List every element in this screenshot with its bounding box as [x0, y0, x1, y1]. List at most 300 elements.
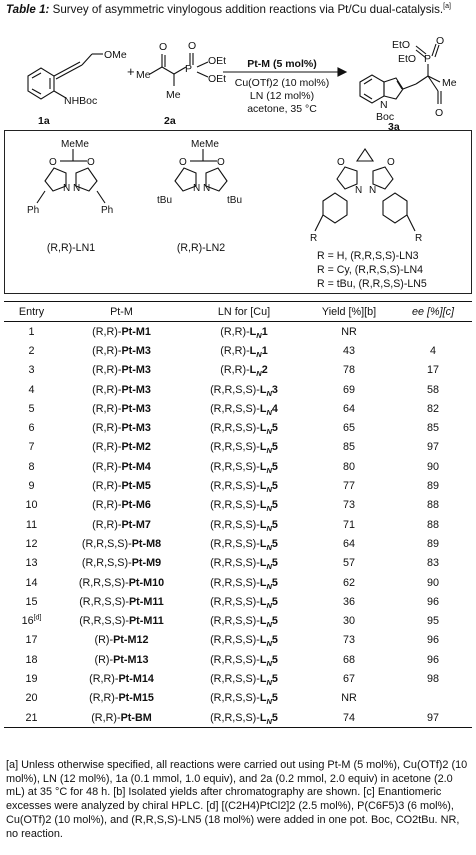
l2-atom-tbu-right: tBu [227, 195, 243, 206]
cell-ligand: $(R,R,S,S)-L_N5$ [184, 708, 304, 728]
l1-atom-me-1: Me [61, 139, 75, 150]
ligand-l4-line: R = Cy, (R,R,S,S)-LN4 [317, 264, 424, 276]
cell-ee: 98 [426, 672, 439, 685]
entry-number: 14 [25, 576, 38, 589]
cell-ligand: $(R,R,S,S)-L_N5$ [210, 692, 278, 707]
ligand-config: (R,R,S,S)- [210, 499, 260, 512]
table-footnotes [6, 759, 470, 841]
cell-entry [4, 476, 59, 495]
cell-yield: NR [341, 692, 357, 705]
table-row [4, 592, 472, 611]
atom-n-3a: N [380, 99, 388, 111]
condition-cu: Cu(OTf)2 (10 mol%) [234, 77, 330, 89]
table-row [4, 669, 472, 688]
header-ligand: LN for [Cu] [184, 302, 304, 322]
cell-pt-catalyst [59, 496, 184, 515]
cell-yield: 73 [342, 499, 355, 512]
cell-yield: 36 [342, 595, 355, 608]
table-row [4, 515, 472, 534]
entry-number: 19 [25, 672, 38, 685]
ligand-config: (R,R,S,S)- [210, 634, 260, 647]
cell-entry [4, 322, 59, 342]
l1-atom-o-left: O [49, 157, 57, 168]
cell-ligand: $(R,R,S,S)-L_N3$ [210, 383, 278, 398]
catalyst-config: (R,R)- [92, 460, 122, 473]
entry-number: 17 [25, 634, 38, 647]
cell-entry [4, 418, 59, 437]
cell-pt-catalyst [59, 438, 184, 457]
cell-pt-catalyst [59, 592, 184, 611]
catalyst-config: (R,R)- [92, 499, 122, 512]
ligand-config: (R,R,S,S)- [210, 595, 260, 608]
caption-text: Survey of asymmetric vinylogous addition reactions via Pt/Cu dual-catalysis. [52, 3, 444, 16]
catalyst-name: Pt-M6 [121, 499, 151, 512]
cell-ligand: $(R,R)-L_N1$ [220, 344, 268, 360]
ligand-number: 5 [271, 480, 278, 493]
catalyst-config: (R,R)- [92, 325, 122, 338]
catalyst-name: Pt-M2 [121, 441, 151, 454]
ligand-number: 5 [271, 537, 278, 550]
cell-entry [4, 399, 59, 418]
entry-number: 20 [25, 692, 38, 705]
cell-ee: 89 [426, 537, 439, 550]
catalyst-config: (R,R)- [92, 383, 122, 396]
results-table [4, 301, 472, 728]
cell-entry [4, 496, 59, 515]
table-row [4, 534, 472, 553]
l1-atom-ph-left: Ph [27, 205, 40, 216]
cell-pt-catalyst [59, 650, 184, 669]
cell-entry [4, 592, 59, 611]
cell-ligand: $(R,R,S,S)-L_N5$ [210, 499, 278, 514]
cell-pt-catalyst [59, 341, 184, 360]
entry-number: 3 [28, 364, 35, 377]
l1-atom-ph-right: Ph [101, 205, 114, 216]
atom-eto: EtO [392, 39, 411, 51]
cell-entry [4, 631, 59, 650]
atom-p-3a: P [424, 53, 432, 65]
catalyst-config: (R,R,S,S)- [81, 557, 132, 570]
ligand-number: 5 [271, 576, 278, 589]
cell-ligand: $(R,R,S,S)-L_N5$ [210, 576, 278, 591]
cell-entry [4, 611, 59, 630]
cell-ee: 17 [426, 364, 439, 377]
cell-ee: 97 [394, 708, 472, 728]
cell-entry [4, 457, 59, 476]
cell-yield: 64 [342, 537, 355, 550]
atom-o-ketone-3a: O [435, 107, 444, 119]
cell-ligand: $(R,R,S,S)-L_N5$ [210, 615, 278, 630]
table-row [4, 689, 472, 708]
catalyst-name: Pt-M7 [121, 518, 151, 531]
catalyst-name: Pt-M14 [118, 672, 154, 685]
ligand-number: 5 [271, 711, 278, 724]
cell-ligand: $(R,R,S,S)-L_N5$ [210, 672, 278, 688]
table-row [4, 708, 472, 728]
cell-pt-catalyst [59, 418, 184, 437]
ligand-number: 5 [271, 422, 278, 435]
table-row [4, 457, 472, 476]
table-row [4, 554, 472, 573]
cell-pt-catalyst [59, 611, 184, 630]
cell-yield: 78 [342, 364, 355, 377]
entry-number: 21 [25, 711, 38, 724]
ligand-number: 5 [271, 634, 278, 647]
ligand-config: (R,R,S,S)- [210, 422, 260, 435]
cell-ligand: $(R,R,S,S)-L_N5$ [210, 557, 278, 572]
footnote-b: [b] Isolated yields after chromatography are shown. [113, 786, 361, 799]
cell-pt-catalyst [59, 708, 184, 728]
entry-number: 8 [28, 460, 35, 473]
cell-yield: 62 [342, 576, 355, 589]
substrate-2a-label: 2a [164, 115, 176, 127]
ligand-number: 4 [271, 402, 278, 415]
catalyst-name: Pt-M1 [121, 325, 151, 338]
condition-pt: Pt-M (5 mol%) [247, 58, 317, 70]
cell-ee: 88 [426, 499, 439, 512]
ligand-config: (R,R,S,S)- [210, 615, 260, 628]
cell-yield: 69 [342, 383, 355, 396]
ligand-config: (R,R,S,S)- [210, 383, 260, 396]
substrate-1a-label: 1a [38, 115, 50, 127]
cell-ligand: $(R,R)-L_N2$ [220, 364, 268, 379]
catalyst-config: (R,R)- [92, 402, 122, 415]
catalyst-config: (R,R,S,S)- [81, 537, 132, 550]
cell-pt-catalyst [59, 476, 184, 495]
cell-entry [4, 554, 59, 573]
l3-atom-n-left: N [355, 185, 363, 196]
table-row [4, 361, 472, 380]
catalyst-config: (R,R)- [92, 364, 122, 377]
catalyst-config: (R,R,S,S)- [79, 615, 129, 628]
cell-entry [4, 438, 59, 457]
table-body [4, 322, 472, 728]
ligand-number: 1 [261, 344, 268, 357]
l3-atom-r-left: R [310, 233, 318, 244]
cell-entry [4, 341, 59, 360]
ligand-l2-name: (R,R)-LN2 [176, 242, 226, 254]
catalyst-name: Pt-M13 [113, 653, 149, 666]
ligand-l1-name: (R,R)-LN1 [46, 242, 96, 254]
table-row [4, 418, 472, 437]
cell-ee [394, 689, 472, 708]
l2-atom-me-2: Me [205, 139, 219, 150]
catalyst-name: Pt-M3 [121, 344, 151, 357]
catalyst-name: Pt-M3 [121, 422, 151, 435]
l3-atom-n-right: N [369, 185, 377, 196]
cell-ee: 58 [426, 383, 439, 396]
reaction-scheme [0, 36, 476, 130]
cell-yield: 73 [342, 634, 355, 647]
catalyst-name: Pt-M3 [121, 364, 151, 377]
footnote-c: [c] Enantiomeric excesses were analyzed by chiral HPLC. [6, 786, 442, 813]
ligand-config: (R,R,S,S)- [210, 441, 260, 454]
ligand-config: (R,R,S,S)- [210, 576, 260, 589]
catalyst-name: Pt-M3 [121, 402, 151, 415]
cell-ee: 82 [426, 402, 439, 415]
atom-o-3a: O [436, 36, 445, 47]
cell-yield: 85 [342, 441, 355, 454]
catalyst-name: Pt-BM [120, 711, 152, 724]
cell-yield: 67 [342, 672, 355, 685]
l1-atom-n-right: N [73, 183, 81, 194]
entry-number: 16 [21, 615, 34, 628]
catalyst-name: Pt-M12 [113, 634, 149, 647]
l1-atom-o-right: O [87, 157, 95, 168]
ligand-number: 5 [271, 557, 278, 570]
footnote-a: [a] Unless otherwise specified, all reactions were carried out using Pt-M (5 mol%), Cu(OTf)2 (10 mol%), LN (12 mol%), 1a (0.1 mmol, 1.0 equiv), and 2a (0.2 mmol, 2.0 equiv) in acetone (2.0 mL) at 35 °C for 48 h. [6, 759, 468, 799]
cell-yield: 43 [342, 344, 355, 357]
entry-number: 1 [28, 325, 35, 338]
product-3a-label: 3a [388, 121, 400, 130]
atom-p-2a: P [185, 63, 193, 75]
ligand-config: (R,R,S,S)- [210, 537, 260, 550]
table-row [4, 341, 472, 360]
entry-number: 9 [28, 480, 35, 493]
cell-ligand: $(R,R,S,S)-L_N5$ [210, 595, 278, 610]
header-ee: ee [%][c] [394, 302, 472, 322]
catalyst-config: (R)- [94, 653, 114, 666]
header-entry: Entry [4, 302, 59, 322]
l1-atom-n-left: N [63, 183, 71, 194]
cell-ee: 96 [426, 653, 439, 666]
table-row [4, 399, 472, 418]
catalyst-name: Pt-M4 [121, 460, 151, 473]
catalyst-config: (R,R)- [92, 480, 122, 493]
catalyst-name: Pt-M15 [118, 692, 154, 705]
catalyst-name: Pt-M11 [128, 615, 164, 628]
cell-entry [4, 380, 59, 399]
cell-entry [4, 361, 59, 380]
cell-ee: 90 [426, 460, 439, 473]
entry-number: 6 [28, 422, 35, 435]
cell-ee: 88 [426, 518, 439, 531]
ligand-number: 3 [271, 383, 278, 396]
cell-ee: 90 [426, 576, 439, 589]
catalyst-name: Pt-M8 [131, 537, 162, 550]
ligand-number: 5 [271, 692, 278, 705]
cell-yield: 64 [342, 402, 355, 415]
l3-atom-o-left: O [337, 157, 345, 168]
catalyst-config: (R,R)- [89, 692, 119, 705]
ligand-number: 2 [261, 364, 268, 377]
ligand-config: (R,R,S,S)- [210, 653, 260, 666]
atom-me-2a: Me [136, 69, 151, 81]
cell-ligand: $(R,R,S,S)-L_N5$ [210, 480, 278, 495]
table-row [4, 380, 472, 399]
catalyst-name: Pt-M3 [121, 383, 151, 396]
cell-yield: 57 [342, 557, 355, 570]
entry-number: 10 [25, 499, 38, 512]
ligand-config: (R,R,S,S)- [210, 557, 260, 570]
cell-entry [4, 669, 59, 688]
cell-yield: 65 [342, 422, 355, 435]
entry-number: 4 [28, 383, 35, 396]
l3-atom-o-right: O [387, 157, 395, 168]
cell-pt-catalyst [59, 380, 184, 399]
ligand-number: 5 [271, 441, 278, 454]
catalyst-config: (R,R)- [89, 672, 119, 685]
ligand-number: 5 [271, 460, 278, 473]
cell-ligand: $(R,R,S,S)-L_N5$ [210, 460, 278, 475]
cell-ligand: $(R,R,S,S)-L_N5$ [210, 422, 278, 437]
cell-yield: 30 [342, 615, 355, 628]
ligand-panel [4, 130, 472, 294]
cell-pt-catalyst [59, 669, 184, 688]
cell-pt-catalyst [59, 399, 184, 418]
entry-number: 2 [28, 344, 35, 357]
cell-pt-catalyst [59, 554, 184, 573]
caption-footnote-mark: [a] [443, 3, 451, 11]
entry-number: 12 [25, 537, 38, 550]
catalyst-name: Pt-M9 [131, 557, 162, 570]
l1-atom-me-2: Me [75, 139, 89, 150]
cell-entry [4, 708, 59, 728]
cell-ee: 83 [426, 557, 439, 570]
cell-ee [394, 322, 472, 342]
catalyst-name: Pt-M10 [128, 576, 165, 589]
entry-number: 13 [25, 557, 38, 570]
cell-entry [4, 689, 59, 708]
plus-sign: + [127, 64, 135, 79]
atom-boc-3a: Boc [376, 111, 395, 123]
ligand-l3-line: R = H, (R,R,S,S)-LN3 [317, 250, 419, 262]
cell-ee: 89 [426, 480, 439, 493]
cell-ligand: $(R,R,S,S)-L_N5$ [210, 441, 278, 456]
catalyst-config: (R,R)- [92, 344, 122, 357]
ligand-config: (R,R,S,S)- [210, 460, 260, 473]
table-row [4, 611, 472, 630]
cell-ee: 95 [426, 615, 439, 628]
ligand-config: (R,R,S,S)- [210, 402, 260, 415]
ligand-config: (R,R,S,S)- [210, 711, 260, 724]
ligand-number: 5 [271, 518, 278, 531]
table-row [4, 476, 472, 495]
footnote-abbreviations: Boc, CO2tBu. NR, no reaction. [6, 813, 460, 840]
ligand-config: (R,R,S,S)- [210, 518, 260, 531]
cell-ee: 85 [426, 422, 439, 435]
ligand-config: (R,R,S,S)- [210, 672, 260, 685]
table-row [4, 650, 472, 669]
entry-number: 7 [28, 441, 35, 454]
cell-ligand: $(R,R,S,S)-L_N5$ [210, 653, 278, 668]
catalyst-name: Pt-M11 [128, 595, 164, 608]
ligand-config: (R,R)- [220, 325, 250, 338]
entry-footnote-mark: [d] [33, 614, 42, 622]
ligand-config: (R,R)- [220, 364, 250, 377]
cell-yield: 74 [304, 708, 394, 728]
cell-pt-catalyst [59, 322, 184, 342]
table-number: Table 1: [6, 3, 50, 16]
cell-ligand: $(R,R,S,S)-L_N4$ [210, 402, 278, 417]
l2-atom-o-left: O [179, 157, 187, 168]
l2-atom-me-1: Me [191, 139, 205, 150]
cell-pt-catalyst [59, 534, 184, 553]
cell-entry [4, 534, 59, 553]
entry-number: 11 [25, 518, 38, 531]
ligand-number: 5 [271, 595, 278, 608]
header-yield: Yield [%][b] [304, 302, 394, 322]
cell-yield: NR [341, 325, 357, 338]
cell-entry [4, 650, 59, 669]
catalyst-config: (R,R)- [91, 711, 121, 724]
ligand-l5-line: R = tBu, (R,R,S,S)-LN5 [317, 278, 427, 290]
ligand-number: 5 [271, 672, 278, 685]
cell-entry [4, 515, 59, 534]
cell-ee: 4 [429, 344, 436, 357]
cell-pt-catalyst [59, 573, 184, 592]
table-header-row [4, 302, 472, 322]
ligand-structures [5, 131, 471, 293]
cell-ee: 96 [426, 595, 439, 608]
ligand-config: (R,R,S,S)- [210, 692, 260, 705]
cell-yield: 80 [342, 460, 355, 473]
ligand-config: (R,R)- [220, 344, 250, 357]
header-pt-m: Pt-M [59, 302, 184, 322]
ligand-number: 1 [261, 325, 268, 338]
cell-pt-catalyst [59, 361, 184, 380]
cell-ligand: $(R,R,S,S)-L_N5$ [210, 634, 278, 649]
entry-number: 15 [25, 595, 38, 608]
catalyst-config: (R,R,S,S)- [78, 576, 129, 589]
cell-yield: 68 [342, 653, 355, 666]
atom-oet-2: OEt [208, 73, 227, 85]
l2-atom-n-right: N [203, 183, 211, 194]
atom-eto-2: EtO [398, 53, 417, 65]
condition-ligand: LN (12 mol%) [249, 90, 315, 102]
catalyst-config: (R,R)- [92, 518, 122, 531]
cell-pt-catalyst [59, 689, 184, 708]
ligand-number: 5 [271, 499, 278, 512]
ligand-config: (R,R,S,S)- [210, 480, 260, 493]
cell-pt-catalyst [59, 457, 184, 476]
table-caption [6, 2, 470, 17]
entry-number: 18 [25, 653, 38, 666]
cell-ligand: $(R,R,S,S)-L_N5$ [210, 518, 278, 533]
atom-oet-1: OEt [208, 55, 227, 67]
catalyst-name: Pt-M5 [121, 480, 151, 493]
atom-me-2a-bottom: Me [166, 89, 181, 101]
cell-yield: 77 [342, 480, 355, 493]
atom-o-phosphoryl: O [188, 40, 197, 52]
ligand-number: 5 [271, 653, 278, 666]
table-row [4, 322, 472, 342]
cell-ligand: $(R,R,S,S)-L_N5$ [210, 537, 278, 553]
table-row [4, 573, 472, 592]
catalyst-config: (R)- [94, 634, 114, 647]
table-row [4, 438, 472, 457]
table-row [4, 496, 472, 515]
l3-atom-r-right: R [415, 233, 423, 244]
footnote-d: [d] [(C2H4)PtCl2]2 (2.5 mol%), P(C6F5)3 (6 mol%), Cu(OTf)2 (10 mol%), and (R,R,S,S)-LN5 (18 mol%) were added in one pot. [6, 800, 454, 826]
cell-entry [4, 573, 59, 592]
table-row [4, 631, 472, 650]
atom-ome: OMe [104, 49, 127, 61]
l2-atom-o-right: O [217, 157, 225, 168]
l2-atom-n-left: N [193, 183, 201, 194]
condition-solvent: acetone, 35 °C [247, 103, 317, 115]
cell-ligand: $(R,R)-L_N1$ [220, 325, 268, 340]
ligand-number: 5 [271, 615, 278, 628]
entry-number: 5 [28, 402, 35, 415]
catalyst-config: (R,R)- [92, 422, 122, 435]
cell-yield: 71 [342, 518, 355, 531]
cell-ee: 97 [426, 441, 439, 454]
atom-nhboc: NHBoc [64, 95, 98, 107]
cell-pt-catalyst [59, 515, 184, 534]
l2-atom-tbu-left: tBu [157, 195, 173, 206]
catalyst-config: (R,R)- [92, 441, 122, 454]
